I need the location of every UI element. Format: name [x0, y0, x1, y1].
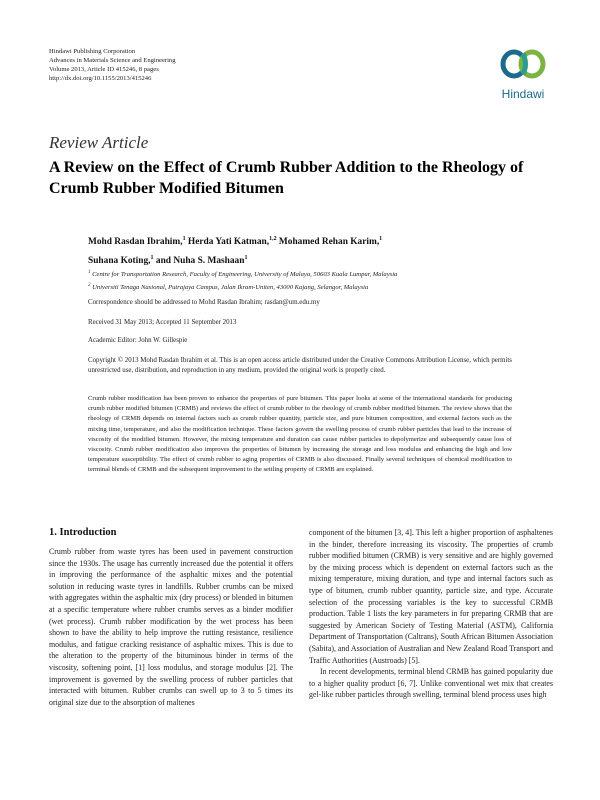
- affiliation-2: [88, 280, 397, 293]
- correspondence: Correspondence should be addressed to Mohd Rasdan Ibrahim; rasdan@um.edu.my: [88, 299, 320, 306]
- author-name: Herda Yati Katman,: [185, 237, 270, 248]
- copyright-notice: Copyright © 2013 Mohd Rasdan Ibrahim et al. This is an open access article distributed under the Creative Commons Attribution License, which permits unrestricted use, distribution, and reproduction in any medium, provided the original work is properly cited.: [88, 357, 512, 374]
- received-accepted-dates: Received 31 May 2013; Accepted 11 September 2013: [88, 319, 237, 326]
- body-paragraph: component of the bitumen [3, 4]. This left a higher proportion of asphaltenes in the binder, therefore increasing its viscosity. The properties of crumb rubber modified bitumen (CRMB) is very sensitive and are highly governed by the mixing process which is dependent on external factors such as the mixing temperature, mixing duration, and type and internal factors such as type of bitumen, crumb rubber quantity, particle size, and type. Accurate selection of the processing variables is the key to successful CRMB production. Table 1 lists the key parameters in for preparing CRMB that are suggested by American Society of Testing Material (ASTM), California Department of Transportation (Caltrans), South African Bitumen Association (Sabita), and Association of Australian and New Zealand Road Transport and Traffic Authorities (Austroads) [5].: [309, 528, 553, 665]
- affiliation-1: [88, 267, 397, 280]
- body-paragraph: Crumb rubber from waste tyres has been used in pavement construction since the 1930s. The usage has currently increased due the potential it offers in improving the performance of the asphaltic mixes and the potential solution in reducing waste tyres in landfills. Rubber crumbs can be mixed with aggregates within the asphaltic mix (dry process) or blended in bitumen at a specific temperature where rubber crumbs serves as a binder modifier (wet process). Crumb rubber modification by the wet process has been shown to have the ability to help improve the rutting resistance, resilience modulus, and fatigue cracking resistance of asphaltic mixes. This is due to the alteration to the property of the bituminous binder in terms of the viscosity, softening point, [1] loss modulus, and storage modulus [2]. The improvement is governed by the swelling process of rubber particles that interacted with bitumen. Rubber crumbs can swell up to 3 to 5 times its original size due to the absorption of maltenes: [49, 547, 293, 707]
- body-paragraph: In recent developments, terminal blend CRMB has gained popularity due to a higher quality product [6, 7]. Unlike conventional wet mix that creates gel-like rubber particles through swelling, terminal blend process uses high: [309, 667, 553, 700]
- author-affil-mark: 1: [150, 255, 154, 262]
- author-affil-mark: 1: [244, 255, 248, 262]
- author-list: [88, 231, 508, 269]
- paper-title: A Review on the Effect of Crumb Rubber Addition to the Rheology of Crumb Rubber Modified Bitumen: [49, 159, 524, 197]
- author-affil-mark: 1: [182, 236, 186, 242]
- affiliations: [88, 267, 397, 293]
- body-column-left: [49, 546, 293, 708]
- hindawi-logo-icon: [492, 44, 554, 88]
- author-affil-mark: 1: [379, 236, 383, 242]
- journal-name: Advances in Materials Science and Engineering: [49, 57, 176, 64]
- affiliation-text: Centre for Transportation Research, Faculty of Engineering, University of Malaya, 50603 Kuala Lumpur, Malaysia: [90, 271, 398, 279]
- journal-volume: Volume 2013, Article ID 415246, 8 pages: [49, 66, 159, 73]
- journal-publisher: Hindawi Publishing Corporation: [49, 48, 136, 55]
- body-column-right: [309, 527, 553, 701]
- journal-doi-link[interactable]: http://dx.doi.org/10.1155/2013/415246: [49, 75, 152, 82]
- abstract: Crumb rubber modification has been proven to enhance the properties of pure bitumen. This paper looks at some of the international standards for producing crumb rubber modified bitumen (CRMB) and reviews the effect of crumb rubber to the rheology of crumb rubber modified bitumen. The review shows that the rheology of CRMB depends on internal factors such as crumb rubber quantity, particle size, and pure bitumen composition, and external factors such as the mixing time, temperature, and also the modification technique. These factors govern the swelling process of crumb rubber particles that lead to the increase of viscosity of the modified bitumen. However, the mixing temperature and duration can cause rubber particles to depolymerize and subsequently cause loss of viscosity. Crumb rubber modification also improves the properties of bitumen by increasing the storage and loss modulus and enhancing the high and low temperature susceptibility. The effect of crumb rubber to aging properties of CRMB is also discussed. Finally several techniques of chemical modification to terminal blends of CRMB and the subsequent improvement to the settling property of CRMB are explained.: [88, 395, 512, 474]
- author-name: and Nuha S. Mashaan: [153, 256, 245, 267]
- academic-editor: Academic Editor: John W. Gillespie: [88, 337, 188, 344]
- author-name: Suhana Koting,: [88, 256, 151, 267]
- author-name: Mohamed Rehan Karim,: [276, 237, 380, 248]
- hindawi-logo: [492, 44, 554, 108]
- logo-text: Hindawi: [501, 87, 545, 101]
- affiliation-text: Universiti Tenaga Nasional, Putrajaya Campus, Jalan Ikram-Uniten, 43000 Kajang, Selangor, Malaysia: [90, 284, 369, 292]
- author-affil-mark: 1,2: [269, 236, 277, 242]
- article-type: Review Article: [49, 133, 149, 152]
- affiliation-number: 1: [88, 270, 91, 275]
- affiliation-number: 2: [88, 283, 91, 289]
- journal-header: [49, 47, 176, 83]
- author-name: Mohd Rasdan Ibrahim,: [88, 237, 183, 248]
- section-heading: 1. Introduction: [49, 527, 117, 538]
